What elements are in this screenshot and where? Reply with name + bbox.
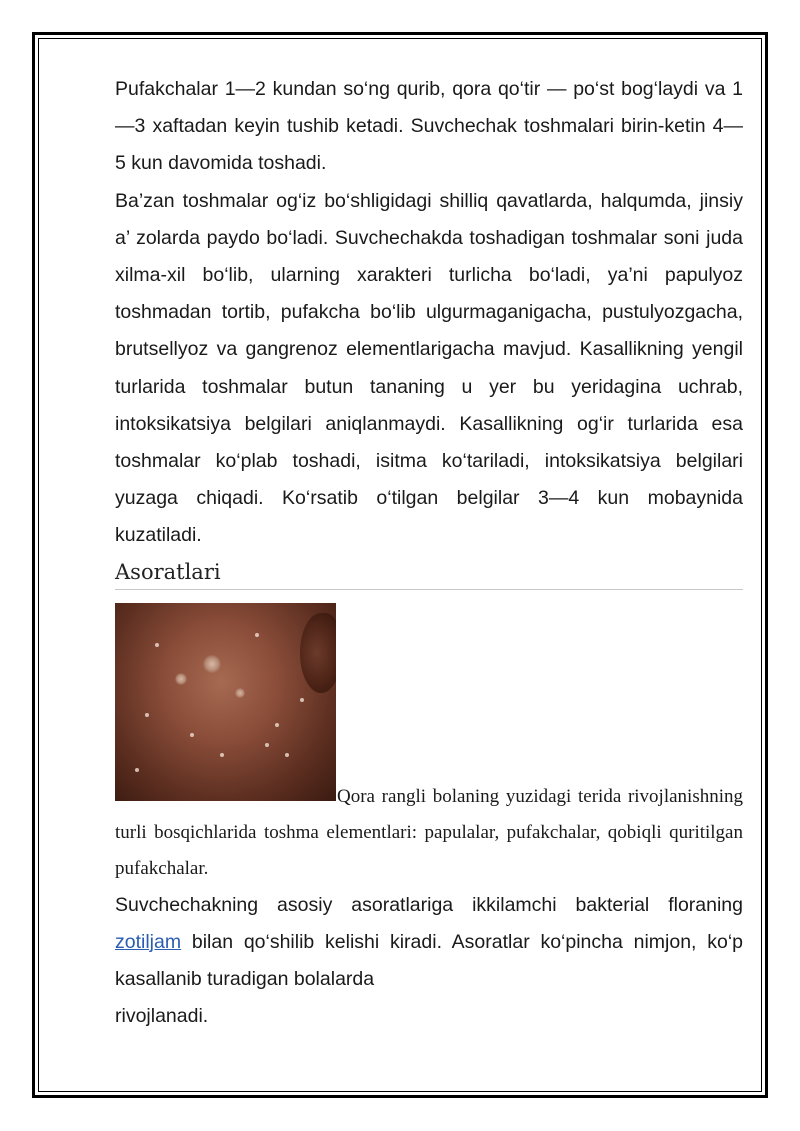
- paragraph-complications-end: rivojlanadi.: [115, 1005, 209, 1028]
- ear-shape: [300, 613, 336, 693]
- paragraph-rash-drying: Pufakchalar 1—2 kundan so‘ng qurib, qora qo‘tir — po‘st bog‘laydi va 1—3 xaftadan keyin tushib ketadi. Suvchechak toshmalari birin-ketin 4— 5 kun davomida toshadi.: [115, 78, 743, 175]
- rash-speck: [285, 753, 289, 757]
- rash-lesion: [235, 688, 245, 698]
- rash-speck: [190, 733, 194, 737]
- rash-speck: [275, 723, 279, 727]
- rash-speck: [155, 643, 159, 647]
- rash-speck: [145, 713, 149, 717]
- rash-speck: [135, 768, 139, 772]
- paragraph-complications: [115, 887, 743, 999]
- rash-speck: [300, 698, 304, 702]
- section-heading: Asoratlari: [115, 557, 743, 590]
- paragraph-rash-description: Ba’zan toshmalar og‘iz bo‘shligidagi shilliq qavatlarda, halqumda, jinsiy a’ zolarda paydo bo‘ladi. Suvchechakda toshadigan toshmalar soni juda xilma-xil bo‘lib, ularning xarakteri turlicha bo‘ladi, ya’ni papulyoz toshmadan tortib, pufakcha bo‘lib ulgurmaganigacha, pustulyozgacha, brutsellyoz va gangrenoz elementlarigacha mavjud. Kasallikning yengil turlarida toshmalar butun tananing u yer bu yeridagina uchrab, intoksikatsiya belgilari aniqlanmaydi. Kasallikning og‘ir turlarida esa toshmalar ko‘plab toshadi, isitma ko‘tariladi, intoksikatsiya belgilari yuzaga chiqadi. Ko‘rsatib o‘tilgan belgilar 3—4 kun mobaynida kuzatiladi.: [115, 189, 743, 547]
- rash-lesion: [203, 655, 221, 673]
- complications-text-end: bilan qo‘shilib kelishi kiradi. Asoratlar ko‘pincha nimjon, ko‘p kasallanib turadigan bolalarda: [115, 930, 743, 991]
- figure-caption: Qora rangli bolaning yuzidagi terida rivojlanishning turli bosqichlarida toshma elementlari: papulalar, pufakchalar, qobiqli quritilgan pufakchalar.: [115, 785, 743, 879]
- zotiljam-link[interactable]: zotiljam: [115, 930, 182, 953]
- rash-speck: [255, 633, 259, 637]
- figure: [115, 603, 743, 887]
- child-face-rash-photo: [115, 603, 336, 801]
- rash-lesion: [175, 673, 187, 685]
- rash-speck: [220, 753, 224, 757]
- page-content: [115, 71, 743, 1035]
- complications-text-start: Suvchechakning asosiy asoratlariga ikkilamchi bakterial floraning: [115, 893, 743, 916]
- rash-speck: [265, 743, 269, 747]
